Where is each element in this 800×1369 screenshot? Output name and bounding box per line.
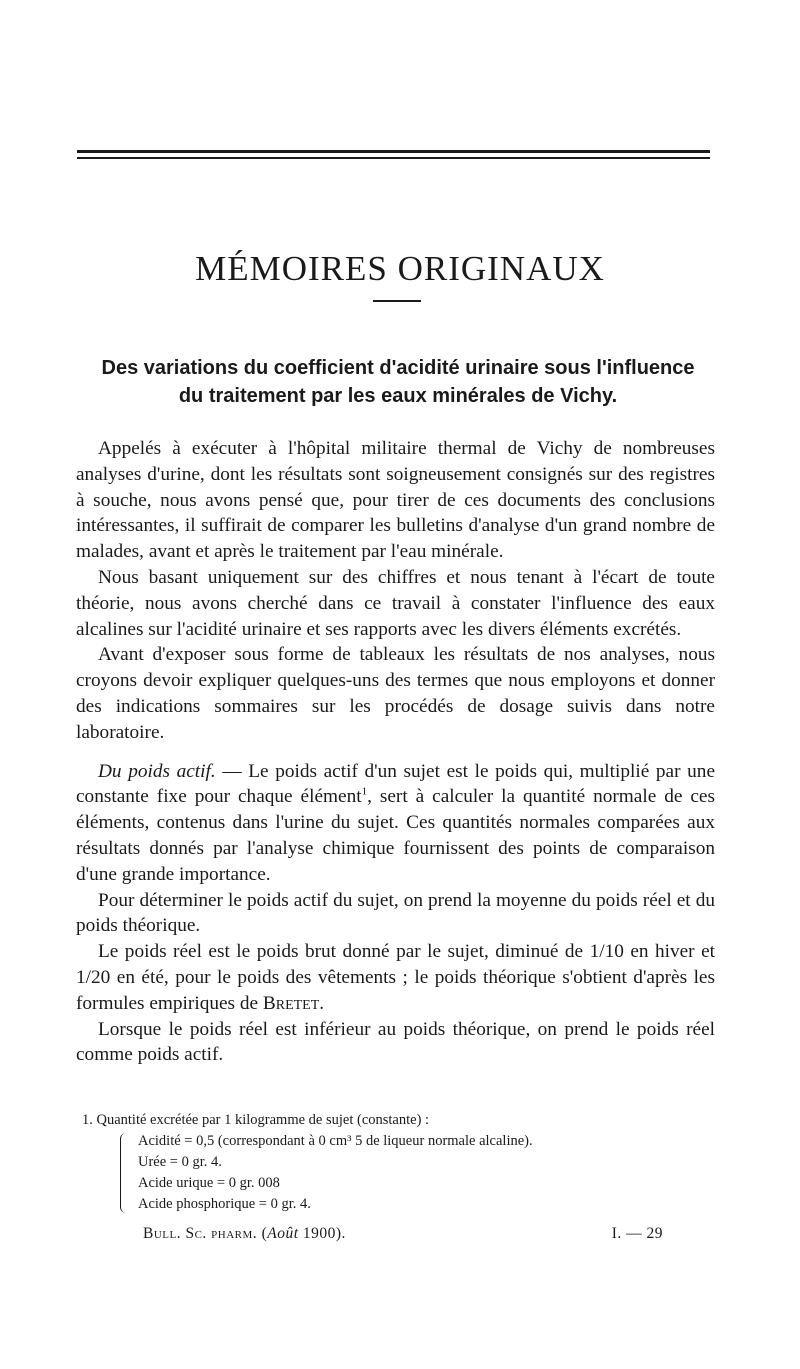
paragraph-2: Nous basant uniquement sur des chiffres et nous tenant à l'écart de toute théorie, nous avons cherché dans ce travail à constater l'influence des eaux alcalines sur l'acidité urinaire et ses rapports avec les divers éléments excrétés. (76, 566, 715, 640)
footnote-list (120, 1131, 720, 1215)
paragraph-6 (76, 939, 715, 1016)
page-title: MÉMOIRES ORIGINAUX (195, 249, 605, 289)
page-number: I. — 29 (611, 1225, 663, 1242)
journal-name: Bull. Sc. pharm. (143, 1225, 258, 1242)
subtitle-line-2: du traitement par les eaux minérales de Vichy. (178, 385, 618, 407)
date-month: Août (267, 1225, 299, 1242)
brace-icon (120, 1133, 129, 1213)
article-subtitle (72, 354, 724, 410)
paragraph-3: Avant d'exposer sous forme de tableaux les résultats de nos analyses, nous croyons devoir expliquer quelques-uns des termes que nous employons et donner des indications sommaires sur les procédés de dosage suivis dans notre laboratoire. (76, 644, 715, 743)
article-body (76, 436, 715, 1068)
footnote-ref: 1 (361, 785, 368, 798)
footnote-item: Urée = 0 gr. 4. (138, 1154, 222, 1170)
footnote-item: Acide phosphorique = 0 gr. 4. (138, 1196, 311, 1212)
section-heading-poids-actif: Du poids actif. (98, 760, 216, 782)
paragraph-6-text-b: . (319, 992, 325, 1014)
footnote-item: Acide urique = 0 gr. 008 (138, 1175, 280, 1191)
journal-reference (143, 1225, 346, 1243)
footnotes (80, 1110, 720, 1215)
title-divider (373, 300, 421, 302)
paragraph-1: Appelés à exécuter à l'hôpital militaire thermal de Vichy de nombreuses analyses d'urine, dont les résultats sont soigneusement consignés sur des registres à souche, nous avons pensé que, pour tirer de ces documents des conclusions intéressantes, il suffirait de comparer les bulletins d'analyse d'un grand nombre de malades, avant et après le traitement par l'eau minérale. (76, 438, 715, 563)
author-name-bretet: Bretet (262, 992, 320, 1014)
paragraph-5: Pour déterminer le poids actif du sujet, on prend la moyenne du poids réel et du poids théorique. (76, 889, 715, 937)
paragraph-6-text-a: Le poids réel est le poids brut donné par le sujet, diminué de 1/10 en hiver et 1/20 en été, pour le poids des vêtements ; le poids théorique s'obtient d'après les formules empiriques de (76, 941, 715, 1014)
paragraph-4 (76, 759, 715, 888)
top-rule-thick (77, 150, 710, 153)
footnote-item: Acidité = 0,5 (correspondant à 0 cm³ 5 de liqueur normale alcaline). (138, 1133, 533, 1149)
paragraph-4-text-b: , sert à calculer la quantité normale de ces éléments, contenus dans l'urine du sujet. Ces quantités normales comparées aux résultats donnés par l'analyse chimique fournissent des points de comparaison d'une grande importance. (76, 786, 715, 885)
top-rule-thin (77, 157, 710, 159)
subtitle-line-1: Des variations du coefficient d'acidité urinaire sous l'influence (101, 357, 695, 379)
paragraph-7: Lorsque le poids réel est inférieur au poids théorique, on prend le poids réel comme poids actif. (76, 1018, 715, 1066)
date-close: 1900). (298, 1225, 346, 1242)
page-footer (143, 1225, 663, 1243)
date-open: ( (257, 1225, 268, 1242)
footnote-intro: 1. Quantité excrétée par 1 kilogramme de sujet (constante) : (82, 1112, 430, 1128)
paragraph-4-text-a: — Le poids actif d'un sujet est le poids qui, multiplié par une constante fixe pour chaque élément (76, 760, 716, 808)
